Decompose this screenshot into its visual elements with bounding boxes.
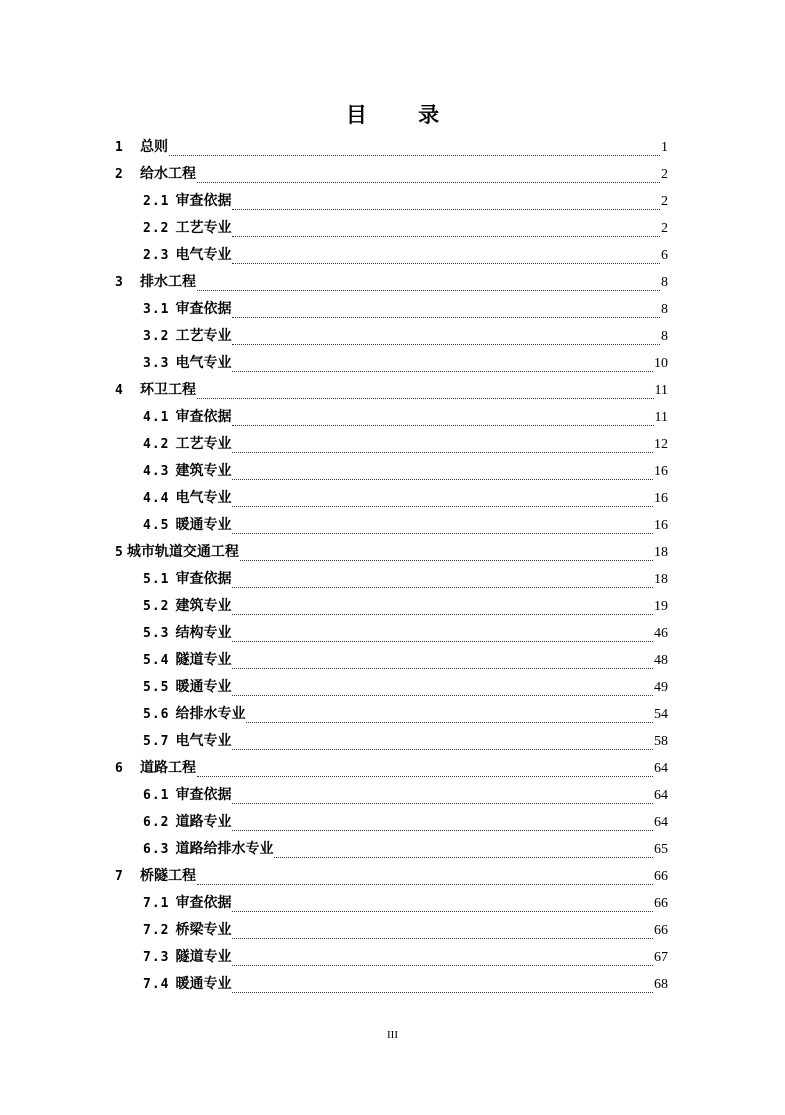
toc-entry-title: 电气专业 [175,733,232,749]
toc-entry-page: 64 [654,788,668,803]
toc-dot-leader [232,964,653,966]
toc-entry-page: 8 [661,329,668,344]
toc-section-entry[interactable] [115,458,668,485]
toc-entry-title: 道路工程 [140,760,196,776]
toc-section-entry[interactable] [115,296,668,323]
toc-dot-leader [232,829,653,831]
toc-entry-number: 3 [115,275,124,290]
toc-dot-leader [232,613,653,615]
toc-chapter-entry[interactable] [115,161,668,188]
toc-chapter-entry[interactable] [115,863,668,890]
toc-entry-page: 2 [661,167,668,182]
toc-entry-title: 工艺专业 [175,436,232,452]
toc-entry-number: 6.1 [143,788,170,803]
toc-section-entry[interactable] [115,890,668,917]
toc-dot-leader [232,586,653,588]
toc-entry-page: 11 [654,410,668,425]
toc-entry-title: 审查依据 [175,895,232,911]
toc-dot-leader [232,478,653,480]
toc-entry-page: 54 [654,707,668,722]
toc-entry-page: 6 [661,248,668,263]
toc-entry-label [143,890,231,917]
toc-entry-page: 8 [661,275,668,290]
toc-entry-number: 7.4 [143,977,170,992]
toc-entry-title: 隧道专业 [175,949,232,965]
toc-entry-label [115,863,196,890]
toc-chapter-entry[interactable] [115,134,668,161]
toc-dot-leader [232,505,653,507]
toc-entry-label [143,728,231,755]
table-of-contents [115,134,668,998]
toc-entry-number: 1 [115,140,124,155]
toc-section-entry[interactable] [115,620,668,647]
toc-entry-label [143,188,231,215]
page-title: 目 录 [345,103,462,127]
toc-section-entry[interactable] [115,782,668,809]
toc-dot-leader [232,532,653,534]
toc-entry-page: 16 [654,464,668,479]
toc-entry-label [143,431,231,458]
toc-entry-number: 6.2 [143,815,170,830]
toc-entry-number: 4.1 [143,410,170,425]
toc-section-entry[interactable] [115,242,668,269]
toc-entry-title: 审查依据 [175,571,232,587]
toc-entry-title: 隧道专业 [175,652,232,668]
toc-entry-title: 电气专业 [175,247,232,263]
toc-entry-number: 3.1 [143,302,170,317]
toc-entry-number: 6 [115,761,124,776]
toc-entry-number: 5.2 [143,599,170,614]
toc-entry-title: 排水工程 [140,274,196,290]
toc-section-entry[interactable] [115,566,668,593]
toc-entry-label [143,404,231,431]
toc-entry-page: 1 [661,140,668,155]
toc-entry-number: 2.3 [143,248,170,263]
toc-entry-number: 3.2 [143,329,170,344]
toc-dot-leader [169,154,660,156]
toc-section-entry[interactable] [115,701,668,728]
toc-section-entry[interactable] [115,944,668,971]
toc-entry-label [143,296,231,323]
toc-dot-leader [232,424,653,426]
toc-entry-number: 6.3 [143,842,170,857]
toc-dot-leader [246,721,653,723]
toc-entry-page: 11 [654,383,668,398]
toc-entry-title: 环卫工程 [140,382,196,398]
toc-entry-page: 68 [654,977,668,992]
toc-entry-title: 工艺专业 [175,220,232,236]
toc-dot-leader [232,262,660,264]
toc-entry-title: 审查依据 [175,409,232,425]
toc-dot-leader [232,316,660,318]
toc-section-entry[interactable] [115,350,668,377]
toc-entry-page: 64 [654,761,668,776]
toc-dot-leader [232,640,653,642]
toc-entry-label [143,485,231,512]
toc-entry-number: 4.2 [143,437,170,452]
toc-entry-page: 16 [654,518,668,533]
toc-section-entry[interactable] [115,323,668,350]
toc-section-entry[interactable] [115,674,668,701]
toc-entry-title: 暖通专业 [175,976,232,992]
toc-entry-label [143,323,231,350]
toc-section-entry[interactable] [115,404,668,431]
toc-entry-page: 65 [654,842,668,857]
toc-entry-number: 4.3 [143,464,170,479]
toc-dot-leader [197,397,654,399]
toc-entry-page: 2 [661,221,668,236]
toc-dot-leader [232,208,660,210]
toc-entry-page: 10 [654,356,668,371]
toc-entry-label [143,647,231,674]
toc-entry-page: 19 [654,599,668,614]
toc-dot-leader [232,991,653,993]
toc-entry-title: 桥隧工程 [140,868,196,884]
toc-dot-leader [232,667,653,669]
toc-entry-number: 3.3 [143,356,170,371]
toc-entry-page: 58 [654,734,668,749]
toc-entry-page: 18 [654,545,668,560]
toc-entry-title: 给水工程 [140,166,196,182]
toc-entry-title: 桥梁专业 [175,922,232,938]
toc-dot-leader [197,775,653,777]
toc-section-entry[interactable] [115,512,668,539]
toc-entry-number: 7.1 [143,896,170,911]
toc-entry-title: 暖通专业 [175,679,232,695]
toc-entry-label [143,701,245,728]
toc-entry-title: 暖通专业 [175,517,232,533]
toc-section-entry[interactable] [115,728,668,755]
toc-entry-label [143,593,231,620]
toc-entry-page: 64 [654,815,668,830]
toc-dot-leader [197,289,660,291]
toc-entry-number: 5.4 [143,653,170,668]
toc-entry-title: 建筑专业 [175,463,232,479]
toc-entry-title: 审查依据 [175,193,232,209]
toc-entry-title: 建筑专业 [175,598,232,614]
toc-entry-number: 5.1 [143,572,170,587]
toc-section-entry[interactable] [115,809,668,836]
toc-entry-label [115,755,196,782]
toc-chapter-entry[interactable] [115,755,668,782]
toc-entry-label [143,566,231,593]
toc-dot-leader [232,748,653,750]
toc-section-entry[interactable] [115,431,668,458]
toc-entry-page: 49 [654,680,668,695]
toc-entry-page: 66 [654,896,668,911]
toc-dot-leader [197,883,653,885]
toc-dot-leader [232,910,653,912]
toc-entry-number: 7 [115,869,124,884]
toc-dot-leader [232,802,653,804]
toc-entry-label [143,512,231,539]
toc-entry-label [115,161,196,188]
toc-entry-label [143,836,273,863]
toc-dot-leader [240,559,653,561]
toc-entry-number: 2 [115,167,124,182]
toc-dot-leader [232,370,653,372]
toc-entry-title: 总则 [140,139,168,155]
toc-entry-page: 66 [654,869,668,884]
toc-entry-label [143,620,231,647]
toc-section-entry[interactable] [115,215,668,242]
toc-entry-number: 7.3 [143,950,170,965]
toc-entry-number: 4.5 [143,518,170,533]
toc-entry-number: 5.7 [143,734,170,749]
toc-entry-title: 城市轨道交通工程 [126,544,239,560]
toc-entry-label [143,917,231,944]
toc-entry-label [143,809,231,836]
toc-entry-label [143,242,231,269]
toc-entry-page: 67 [654,950,668,965]
toc-entry-label [143,674,231,701]
toc-entry-title: 工艺专业 [175,328,232,344]
toc-entry-label [115,377,196,404]
toc-entry-label [143,215,231,242]
toc-entry-page: 66 [654,923,668,938]
toc-entry-page: 46 [654,626,668,641]
toc-dot-leader [232,343,660,345]
toc-entry-label [143,782,231,809]
toc-entry-label [115,539,239,566]
toc-section-entry[interactable] [115,188,668,215]
toc-entry-label [143,944,231,971]
toc-entry-number: 2.2 [143,221,170,236]
toc-entry-title: 电气专业 [175,355,232,371]
toc-entry-label [115,269,196,296]
toc-entry-number: 5.6 [143,707,170,722]
toc-entry-title: 审查依据 [175,301,232,317]
toc-dot-leader [197,181,660,183]
toc-entry-title: 给排水专业 [175,706,246,722]
toc-entry-page: 18 [654,572,668,587]
toc-section-entry[interactable] [115,593,668,620]
toc-entry-title: 道路专业 [175,814,232,830]
toc-entry-title: 电气专业 [175,490,232,506]
toc-section-entry[interactable] [115,647,668,674]
toc-entry-number: 2.1 [143,194,170,209]
toc-entry-page: 48 [654,653,668,668]
toc-section-entry[interactable] [115,917,668,944]
toc-entry-title: 结构专业 [175,625,232,641]
toc-entry-number: 4 [115,383,124,398]
toc-entry-page: 16 [654,491,668,506]
toc-chapter-entry[interactable] [115,539,668,566]
toc-entry-label [143,458,231,485]
toc-entry-title: 审查依据 [175,787,232,803]
toc-entry-label [115,134,168,161]
toc-entry-number: 5.5 [143,680,170,695]
toc-entry-number: 5.3 [143,626,170,641]
toc-section-entry[interactable] [115,971,668,998]
page-number: III [387,1029,398,1041]
toc-dot-leader [232,235,660,237]
toc-entry-page: 12 [654,437,668,452]
toc-entry-title: 道路给排水专业 [175,841,274,857]
toc-entry-label [143,971,231,998]
toc-entry-number: 4.4 [143,491,170,506]
toc-section-entry[interactable] [115,836,668,863]
toc-entry-number: 5 [115,545,124,560]
toc-entry-page: 2 [661,194,668,209]
toc-dot-leader [274,856,653,858]
toc-chapter-entry[interactable] [115,377,668,404]
toc-chapter-entry[interactable] [115,269,668,296]
toc-dot-leader [232,451,653,453]
toc-entry-number: 7.2 [143,923,170,938]
toc-entry-page: 8 [661,302,668,317]
toc-entry-label [143,350,231,377]
toc-dot-leader [232,937,653,939]
toc-dot-leader [232,694,653,696]
toc-section-entry[interactable] [115,485,668,512]
